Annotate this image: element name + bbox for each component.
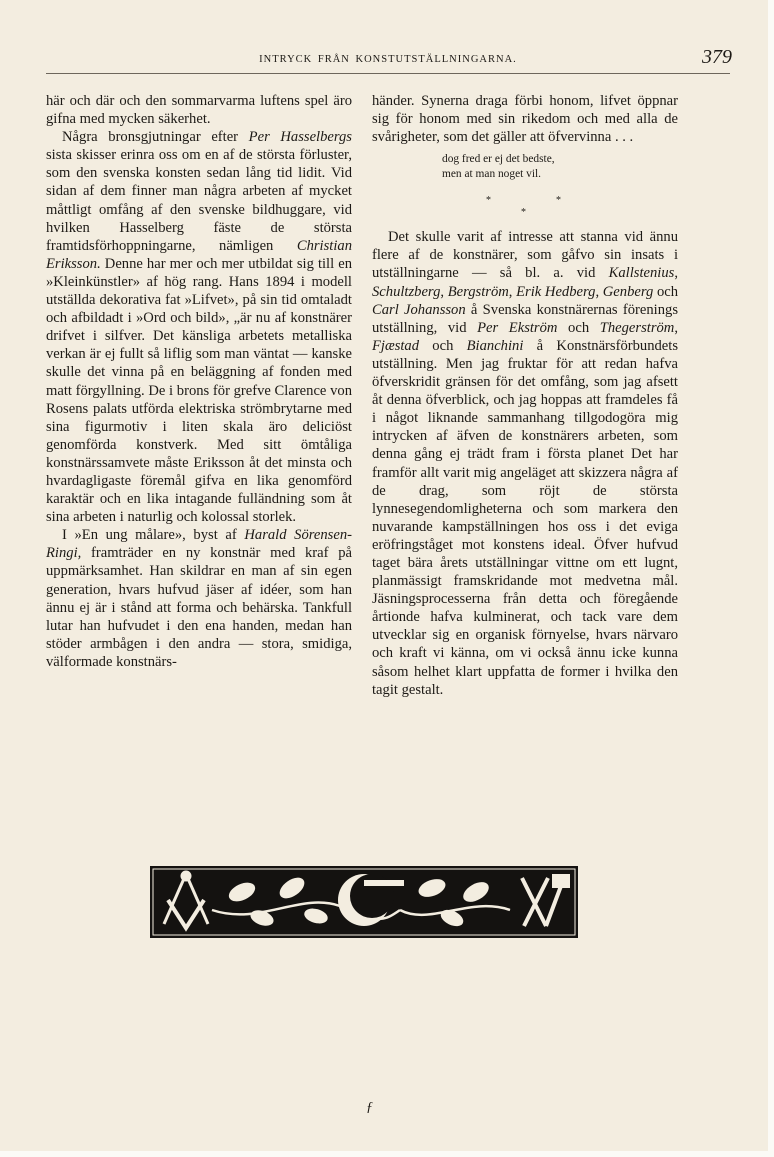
artist-name: Harald Sörensen-Ringi,: [46, 527, 352, 562]
paragraph: här och där och den sommarvarma luftens spel äro gifna med mycken säkerhet.: [46, 93, 352, 128]
artist-name: Bergström: [447, 283, 509, 300]
stray-ink-mark: ƒ: [366, 1100, 373, 1115]
decorative-ornament-band: [150, 866, 578, 938]
text-run: Denne har mer och mer utbildat sig till en »Kleinkünstler» af hög rang. Hans 1894 i modell utställda dekorativa fat »Lifvet», på sin tid omtaladt och afbildadt i »Ord och bild», „är nu af konstnärer drifvet i silfver. Det känsliga arbetets metalliska verkan är ej fullt så liflig som man väntat — kanske skulle det vinna på en beläggning af fonden med matt förgyllning. De i brons för grefve Clarence von Rosens palats utförda elektriska strömbrytarne med sina figurmotiv i liten skala äro deliciöst genomförda konstverk. Med sitt ömtåliga konstnärssamvete måste Eriksson åt det minsta och hvardagligaste föremål gifva en lika genomförd karaktär och en lika intagande fulländning som åt sina arbeten i naturlig och kolossal storlek.: [46, 255, 352, 526]
text-run: Några bronsgjutningar efter: [62, 129, 249, 146]
header-rule: [46, 73, 730, 74]
quote-line: men at man noget vil.: [442, 168, 542, 181]
text-run: å Konstnärsförbundets utställning. Men jag fruktar för att redan hafva öfverskridit gränsen för det omfång, som jag afsett åt denna öfverblick, och jag hoppas att framdeles få i något liknande sammanhang tillgodogöra mig intrycken af äfven de konstnärers arbeten, som denna gång ej trädt fram i första planet Det har framför allt varit mig angeläget att skizzera några af de drag, som röjt de största lynnesegendomligheterna och som markera den nuvarande kampställningen hos oss i det eviga eröfringståget mot konstens ideal. Öfver hufvud taget bära årets utställningar vittne om ett lugnt, planmässigt framskridande mot medvetna mål. Jäsningsprocesserna från detta och föregående årtionde hafva kulminerat, och tack vare dem utvecklar sig en organisk förnyelse, hvars närvaro och kraft vi känna, om vi också ännu icke kunna såsom helhet klart uppfatta de former i hvilka den tagit gestalt.: [372, 337, 678, 698]
running-header: [46, 46, 730, 74]
star-glyph: *: [521, 207, 526, 219]
text-run: Det skulle varit af intresse att stanna vid ännu flere af de konstnärer, som gåfvo sin insats i utställningarne — så bl. a. vid: [372, 229, 678, 282]
artist-name: Erik Hedberg: [516, 283, 596, 300]
artist-name: Bianchini: [466, 337, 524, 354]
paragraph: [46, 128, 352, 526]
star-glyph: *: [486, 195, 491, 207]
right-column: [372, 92, 678, 699]
artist-name: Christian Eriksson.: [46, 237, 352, 272]
artist-name: Per Ekström: [477, 319, 558, 336]
paragraph: [46, 526, 352, 671]
paragraph: Det skulle varit af intresse att stanna vid ännu flere af de konstnärer, som gåfvo sin insats i utställningarne — så bl. a. vid Kallstenius, Schultzberg, Bergström, Erik Hedberg, Genberg och Carl Johansson å Svenska konstnärernas förenings utställning, vid Per Ekström och Thegerström, Fjæstad och Bianchini å Konstnärsförbundets utställning. Men jag fruktar för att redan hafva öfverskridit gränsen för det omfång, som jag afsett åt denna öfverblick, och jag hoppas att framdeles få i något liknande sammanhang tillgodogöra mig intrycken af äfven de konstnärers arbeten, som denna gång ej trädt fram i första planet Det har framför allt varit mig angeläget att skizzera några af de drag, som röjt de största lynnesegendomligheterna och som markera den nuvarande kampställningen hos oss i det eviga eröfringståget mot konstens ideal. Öfver hufvud taget bära årets utställningar vittne om ett lugnt, planmässigt framskridande mot medvetna mål. Jäsningsprocesserna från detta och föregående årtionde hafva kulminerat, och tack vare dem utvecklar sig en organisk förnyelse, hvars närvaro och kraft vi känna, om vi också ännu icke kunna såsom helhet klart uppfatta de former i hvilka den tagit gestalt.: [372, 229, 679, 698]
artist-name: Genberg: [602, 283, 654, 300]
star-glyph: *: [556, 195, 561, 207]
text-run: och: [653, 283, 679, 300]
text-run: sista skisser erinra oss om en af de största förluster, som den svenska konsten sedan lång tid lidit. Vid sidan af dem finner man några arbeten af mycket måttligt omfång af den svenske bildhuggare, vid hvilken Hasselberg fäste de största framtidsförhoppningarne, nämligen: [46, 147, 352, 254]
artist-name: Schultzberg: [372, 283, 441, 300]
page-number: 379: [702, 46, 732, 68]
section-divider-stars: [372, 188, 678, 228]
text-run: framträder en ny konstnär med kraf på uppmärksamhet. Han skildrar en man af sin egen generation, hvars hufvud jäser af idéer, som han ännu ej är i stånd att forma och behärska. Tankfull lutar han hufvudet i den ena handen, medan han stöder armbågen i den andra — stora, smidiga, välformade konstnärs-: [46, 545, 352, 670]
artist-name: Kallstenius: [608, 265, 675, 282]
quote-line: dog fred er ej det bedste,: [442, 153, 555, 166]
verse-quote: [442, 152, 678, 182]
text-run: och: [419, 337, 467, 354]
text-run: och: [557, 319, 600, 336]
text-run: I »En ung målare», byst af: [62, 527, 245, 544]
artist-name: Thegerström: [599, 319, 675, 336]
text-run: å Svenska konstnärernas förenings utställning, vid: [372, 301, 678, 336]
artist-name: Per Hasselbergs: [248, 129, 352, 146]
artist-name: Fjæstad: [372, 337, 420, 354]
running-title: INTRYCK FRÅN KONSTUTSTÄLLNINGARNA.: [259, 54, 517, 65]
artist-name: Carl Johansson: [372, 301, 466, 318]
left-column: [46, 92, 352, 671]
paragraph: händer. Synerna draga förbi honom, lifvet öppnar sig för honom med sin rikedom och med alla de svårigheter, som det gäller att öfvervinna . . .: [372, 93, 678, 146]
